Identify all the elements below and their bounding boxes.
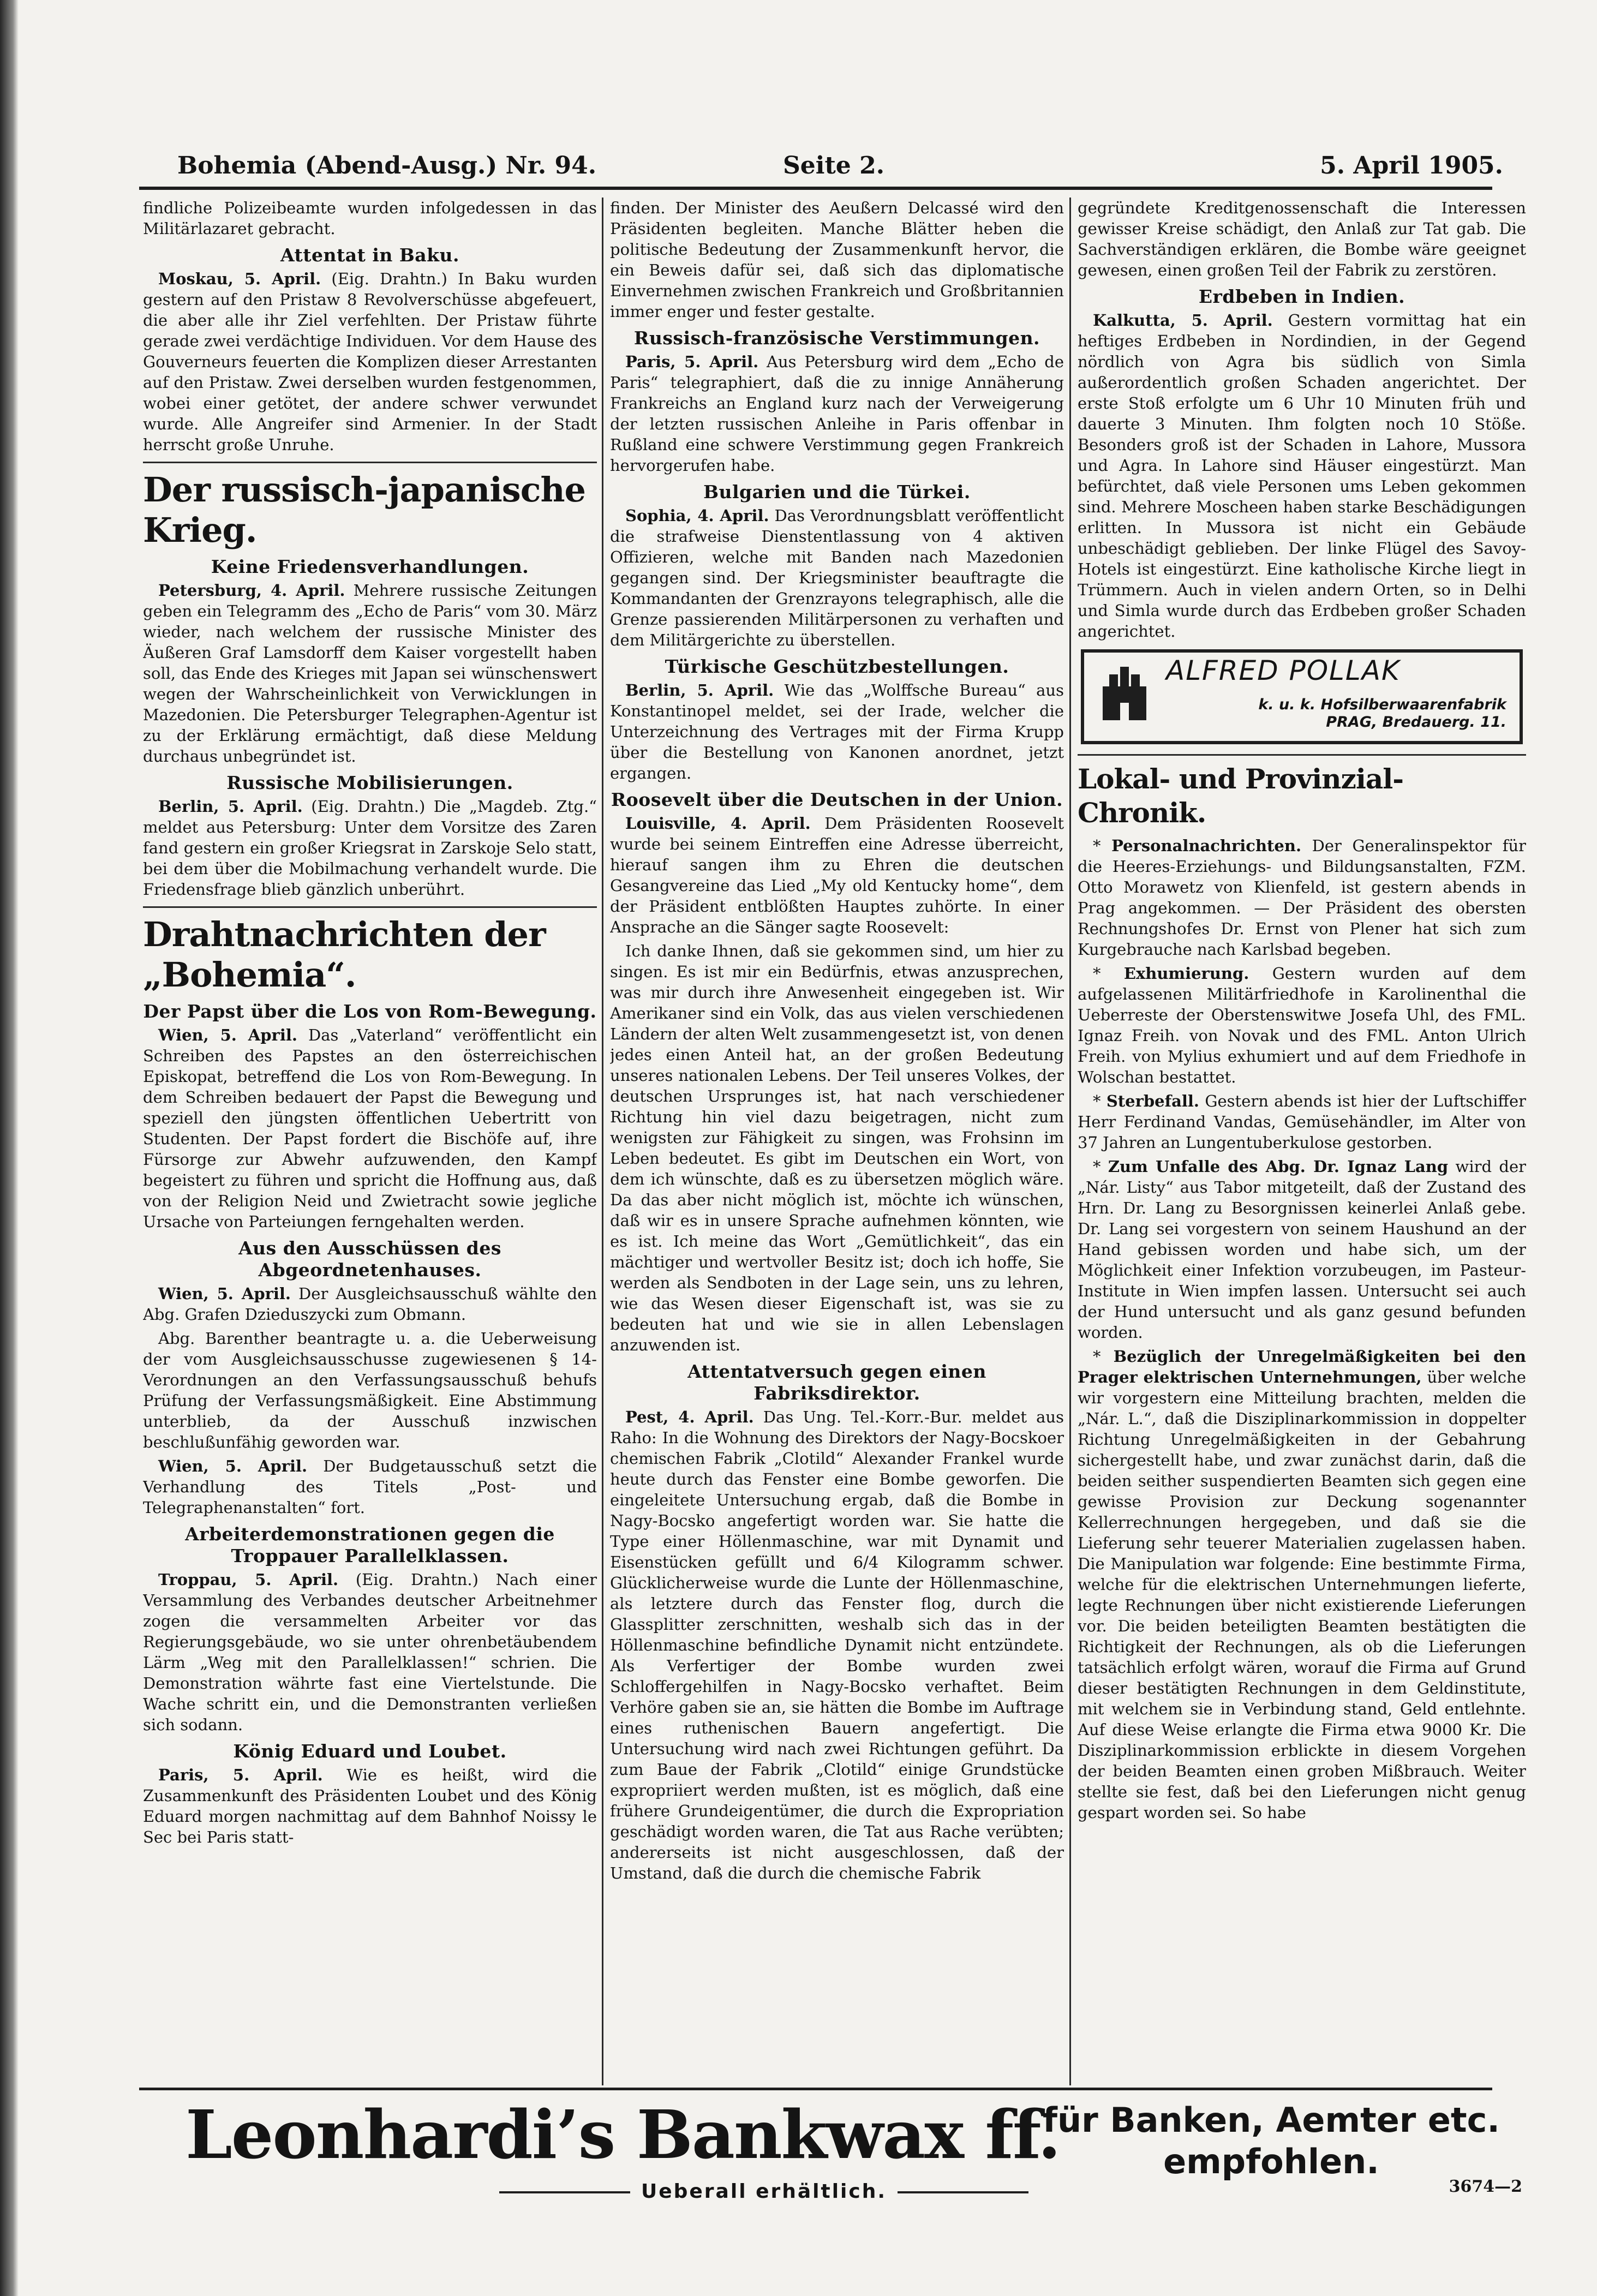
headline-arbeiterdemonstrationen: Arbeiterdemonstrationen gegen die Troppauer Parallelklassen. (185, 1523, 555, 1566)
divider (898, 2191, 1028, 2193)
column-1 (143, 198, 597, 2085)
article-body: Mehrere russische Zeitungen geben ein Telegramm des „Echo de Paris“ vom 30. März wieder, nach welchem der russische Minister des Äußeren Graf Lamsdorff dem Kaiser vorgestellt haben soll, das Ende des Krieges mit Japan sei wünschenswert wegen der Wahrscheinlichkeit von Verwicklungen in Mazedonien. Die Petersburger Telegraphen-Agentur ist zu der Erklärung ermächtigt, daß diese Meldung durchaus unbegründet ist. (143, 581, 597, 766)
article-body: (Eig. Drahtn.) Die „Magdeb. Ztg.“ meldet aus Petersburg: Unter dem Vorsitze des Zaren fand gestern ein großer Kriegsrat in Zarskoje Selo statt, bei dem über die Mobilmachung verhandelt wurde. Die Friedensfrage blieb gänzlich unberührt. (143, 797, 597, 899)
article-tuerkische-geschuetze (610, 680, 1064, 784)
dateline: Louisville, 4. April. (625, 814, 811, 833)
article-body: Gestern abends ist hier der Luftschiffer Herr Ferdinand Vandas, Gemüsehändler, im Alter von 37 Jahren an Lungentuberkulose gestorben. (1078, 1092, 1526, 1152)
dateline: Paris, 5. April. (625, 352, 759, 371)
ad-tagline-text: Ueberall erhältlich. (641, 2180, 887, 2203)
article-body: Gestern wurden auf dem aufgelassenen Militärfriedhofe in Karolinenthal die Ueberreste der Oberstenswitwe Josefa Uhl, des FML. Ignaz Freih. von Novak und des FML. Anton Ulrich Freih. von Mylius exhumiert und auf dem Friedhofe in Wolschan bestattet. (1078, 964, 1526, 1086)
section-title-krieg: Der russisch-japanische Krieg. (143, 470, 585, 550)
dateline: Kalkutta, 5. April. (1093, 311, 1273, 330)
headline-bulgarien: Bulgarien und die Türkei. (703, 481, 971, 503)
article-body: Das „Vaterland“ veröffentlicht ein Schreiben des Papstes an den österreichischen Episkopat, betreffend die Los von Rom-Bewegung. In dem Schreiben bedauert der Papst die Bewegung und speziell den jüngsten öffentlichen Uebertritt von Studenten. Der Papst fordert die Bischöfe auf, ihre Fürsorge zur Abwehr aufzuwenden, den Kampf begeistert zu führen und spricht die Hoffnung aus, daß von der Religion Neid und Zwietracht sowie jegliche Ursache von Parteiungen ferngehalten werden. (143, 1026, 597, 1231)
article-bulgarien (610, 505, 1064, 650)
section-rule (143, 906, 597, 908)
article-exhumierung: * Exhumierung. Gestern wurden auf dem aufgelassenen Militärfriedhofe in Karolinenthal die Ueberreste der Oberstenswitwe Josefa Uhl, des FML. Ignaz Freih. von Novak und des FML. Anton Ulrich Freih. von Mylius exhumiert und auf dem Friedhofe in Wolschan bestattet. (1078, 964, 1526, 1086)
section-rule (143, 462, 597, 463)
divider (499, 2191, 630, 2193)
advertiser-address (1258, 696, 1506, 731)
article-body: über welche wir vorgestern eine Mitteilung brachten, melden die „Nár. L.“, daß die Disziplinarkommission in doppelter Richtung Unregelmäßigkeiten in der Gebahrung sichergestellt habe, und zwar zunächst darin, daß die beiden seither suspendierten Beamten sich gegen eine gewisse Provision zur Deckung sogenannter Kellerrechnungen hergegeben, und daß sie die Lieferung sehr teuerer Materialien zugelassen haben. Die Manipulation war folgende: Eine bestimmte Firma, welche für die elektrischen Unternehmungen lieferte, legte Rechnungen über nicht existierende Lieferungen vor. Die beiden beteiligten Beamten bestätigten die Richtigkeit der Rechnungen, als ob die Lieferungen tatsächlich erfolgt wären, worauf die Firma auf Grund dieser bestätigten Rechnungen in dem Geldinstitute, mit welchem sie in Verbindung stand, Geld entlehnte. Auf diese Weise erlangte die Firma etwa 9000 Kr. Die Disziplinarkommission erblickte in diesem Vorgehen der beiden Beamten einen groben Mißbrauch. Weiter stellte sie fest, daß bei den Lieferungen nicht genug gespart worden sei. So habe (1078, 1368, 1526, 1822)
headline-papst: Der Papst über die Los von Rom-Bewegung. (143, 1001, 597, 1022)
article-unregelmaessigkeiten: * Bezüglich der Unregelmäßigkeiten bei den Prager elektrischen Unternehmungen, über welche wir vorgestern eine Mitteilung brachten, melden die „Nár. L.“, daß die Disziplinarkommission in doppelter Richtung Unregelmäßigkeiten in der Gebahrung sichergestellt habe, und zwar zunächst darin, daß die beiden seither suspendierten Beamten sich gegen eine gewisse Provision zur Deckung sogenannter Kellerrechnungen hergegeben, und daß sie die Lieferung sehr teuerer Materialien zugelassen haben. Die Manipulation war folgende: Eine bestimmte Firma, welche für die elektrischen Unternehmungen lieferte, legte Rechnungen über nicht existierende Lieferungen vor. Die beiden beteiligten Beamten bestätigten die Richtigkeit der Rechnungen, als ob die Lieferungen tatsächlich erfolgt wären, worauf die Firma auf Grund dieser bestätigten Rechnungen in dem Geldinstitute, mit welchem sie in Verbindung stand, Geld entlehnte. Auf diese Weise erlangte die Firma etwa 9000 Kr. Die Disziplinarkommission erblickte in diesem Vorgehen der beiden Beamten einen groben Mißbrauch. Weiter stellte sie fest, daß bei den Lieferungen nicht genug gespart worden sei. So habe (1078, 1347, 1526, 1822)
dateline: Wien, 5. April. (158, 1026, 297, 1044)
advertiser-line-2: PRAG, Bredauerg. 11. (1326, 714, 1506, 731)
article-body: Das Ung. Tel.-Korr.-Bur. meldet aus Raho: In die Wohnung des Direktors der Nagy-Bocskoer chemischen Fabrik „Clotild“ Alexander Frankel wurde heute durch das Fenster eine Bombe geworfen. Die eingeleitete Untersuchung ergab, daß die Bombe in Nagy-Bocsko angefertigt worden war. Sie hatte die Type einer Höllenmaschine, war mit Dynamit und Eisenstücken gefüllt und 6/4 Kilogramm schwer. Glücklicherweise wurde die Lunte der Höllenmaschine, als letztere durch das Fenster flog, durch die Glassplitter zerschnitten, weshalb sich das in der Höllenmaschine befindliche Dynamit nicht entzündete. Als Verfertiger der Bombe wurden zwei Schloffergehilfen in Nagy-Bocsko verhaftet. Beim Verhöre gaben sie an, sie hätten die Bombe im Auftrage eines ruthenischen Bauern angefertigt. Die Untersuchung wird nach zwei Richtungen geführt. Da zum Baue der Fabrik „Clotild“ einige Grundstücke expropriiert werden mußten, ist es möglich, daß eine frühere Grundeigentümer, die durch die Expropriation geschädigt worden waren, die Tat aus Rache verübten; andererseits ist nicht ausgeschlossen, daß der Umstand, daß die durch die chemische Fabrik (610, 1408, 1064, 1882)
article-personal: * Personalnachrichten. Der Generalinspektor für die Heeres-Erziehungs- und Bildungsanstalten, FZM. Otto Morawetz von Klienfeld, ist gestern abends in Prag angekommen. — Der Präsident des obersten Rechnungshofes Dr. Ernst von Plener hat sich zum Kurgebrauche nach Karlsbad begeben. (1078, 836, 1526, 959)
castle-logo-icon (1097, 665, 1152, 725)
dateline: Wien, 5. April. (158, 1284, 291, 1303)
advertisement-pollak (1081, 649, 1523, 744)
ad-tagline (355, 2180, 1173, 2203)
headline-fabriksdirektor: Attentatversuch gegen einen Fabriksdirektor. (687, 1361, 986, 1404)
article-body: Das Verordnungsblatt veröffentlicht die strafweise Dienstentlassung von 4 aktiven Offizieren, welche mit Banden nach Mazedonien gegangen sind. Der Kriegsminister beauftragte die Kommandanten der Grenzrayons telegraphisch, alle die Grenze passierenden Militärpersonen zu verhaften und dem Militärgerichte zu überstellen. (610, 506, 1064, 649)
article-roosevelt-speech: Ich danke Ihnen, daß sie gekommen sind, um hier zu singen. Es ist mir ein Bedürfnis, etwas anzusprechen, was mir durch ihre Anwesenheit eingegeben ist. Wir Amerikaner sind ein Volk, das aus vielen verschiedenen Ländern der alten Welt zusammengesetzt ist, von denen jedes einen Anteil hat, an der großen Bedeutung unseres nationalen Lebens. Der Teil unseres Volkes, der deutschen Ursprunges ist, hat nach verschiedener Richtung hin viel dazu beigetragen, nicht zum wenigsten zur Fähigkeit zu singen, was Frohsinn im Leben bedeutet. Es gibt im Deutschen ein Wort, von dem ich wünschte, daß es zu übersetzen möglich wäre. Da das aber nicht möglich ist, möchte ich wünschen, daß wir es in unsere Sprache aufnehmen könnten, wie es ist. Ich meine das Wort „Gemütlichkeit“, das ein mächtiger und wertvoller Besitz ist; doch ich hoffe, Sie werden als Sendboten in der Lage sein, uns zu lehren, wie das Wesen dieser Eigenschaft ist, was sie zu bedeuten hat und wie sie in allen Lebenslagen anzuwenden ist. (610, 942, 1064, 1354)
article-body: Dem Präsidenten Roosevelt wurde bei seinem Eintreffen eine Adresse überreicht, hierauf sangen ihm zu Ehren die deutschen Gesangvereine das Lied „My old Kentucky home“, dem der Präsident entblößten Hauptes zuhörte. In einer Ansprache an die Sänger sagte Roosevelt: (610, 814, 1064, 936)
item-head: Personalnachrichten. (1111, 836, 1302, 855)
article-body: Aus Petersburg wird dem „Echo de Paris“ telegraphiert, daß die zu innige Annäherung Frankreichs an England kurz nach der Verweigerung der letzten russischen Anleihe in Paris offenbar in Rußland eine schwere Verstimmung gegen Frankreich hervorgerufen habe. (610, 352, 1064, 475)
article-frieden (143, 580, 597, 767)
advertisement-bankwax (147, 2095, 1522, 2203)
page-header (139, 146, 1503, 184)
dateline: Paris, 5. April. (158, 1766, 323, 1784)
ad-brand: Leonhardi’s Bankwax ff. (186, 2095, 1060, 2174)
footer-rule (139, 2088, 1492, 2090)
article-mobilisierungen (143, 796, 597, 900)
article-roosevelt (610, 813, 1064, 937)
article-continuation: finden. Der Minister des Aeußern Delcassé wird den Präsidenten begleiten. Manche Blätter heben die politische Bedeutung der Zusammenkunft hervor, die ein Beweis dafür sei, daß sich das diplomatische Einvernehmen zwischen Frankreich und Großbritannien immer enger und fester gestalte. (610, 199, 1064, 321)
dateline: Troppau, 5. April. (158, 1570, 339, 1589)
header-masthead: Bohemia (Abend-Ausg.) Nr. 94. (177, 152, 597, 180)
article-body: Der Generalinspektor für die Heeres-Erziehungs- und Bildungsanstalten, FZM. Otto Morawetz von Klienfeld, ist gestern abends in Prag angekommen. — Der Präsident des obersten Rechnungshofes Dr. Ernst von Plener hat sich zum Kurgebrauche nach Karlsbad begeben. (1078, 836, 1526, 959)
section-rule (1078, 754, 1526, 756)
item-head: Zum Unfalle des Abg. Dr. Ignaz Lang (1108, 1157, 1449, 1176)
scan-edge (0, 0, 19, 2296)
header-rule (139, 187, 1492, 190)
article-sterbefall: * Sterbefall. Gestern abends ist hier der Luftschiffer Herr Ferdinand Vandas, Gemüsehändler, im Alter von 37 Jahren an Lungentuberkulose gestorben. (1078, 1092, 1526, 1152)
dateline: Berlin, 5. April. (625, 681, 774, 699)
article-body: wird der „Nár. Listy“ aus Tabor mitgeteilt, daß der Zustand des Hrn. Dr. Lang zu Besorgnissen keinerlei Anlaß gebe. Dr. Lang sei vorgestern von seinem Haushund an der Hand gebissen worden und habe sich, um der Möglichkeit einer Infektion vorzubeugen, im Pasteur-Institute in Wien impfen lassen. Untersucht sei auch der Hund untersucht und als ganz gesund befunden worden. (1078, 1157, 1526, 1342)
article-body: Gestern vormittag hat ein heftiges Erdbeben in Nordindien, in der Gegend nördlich von Agra bis südlich von Simla außerordentlich großen Schaden angerichtet. Der erste Stoß erfolgte um 6 Uhr 10 Minuten früh und dauerte 3 Minuten. Ihm folgten noch 10 Stöße. Besonders groß ist der Schaden in Lahore, Mussora und Agra. In Lahore sind Häuser eingestürzt. Man befürchtet, daß viele Personen ums Leben gekommen sind. Mehrere Moscheen haben starke Beschädigungen erlitten. In Mussora ist nicht ein Gebäude unbeschädigt geblieben. Der linke Flügel des Savoy-Hotels ist eingestürzt. Eine katholische Kirche liegt in Trümmern. Auch in vielen andern Orten, so in Delhi und Simla wurde durch das Erdbeben großer Schaden angerichtet. (1078, 311, 1526, 641)
advertiser-name: ALFRED POLLAK (1166, 655, 1401, 686)
article-fabriksdirektor (610, 1407, 1064, 1884)
ad-code: 3674—2 (1449, 2177, 1522, 2196)
article-ausschuss-2: Abg. Barenther beantragte u. a. die Ueberweisung der vom Ausgleichsausschusse zugewiesenen § 14-Verordnungen an den Verfassungsausschuß behufs Prüfung der Verfassungsmäßigkeit. Eine Abstimmung unterblieb, da der Ausschuß inzwischen beschlußunfähig geworden war. (143, 1329, 597, 1451)
article-attentat-baku (143, 268, 597, 455)
article-body: (Eig. Drahtn.) Nach einer Versammlung des Verbandes deutscher Arbeitnehmer zogen die versammelten Arbeiter vor das Regierungsgebäude, wo sie unter ohrenbetäubendem Lärm „Weg mit den Parallelklassen!“ schrien. Die Demonstration währte fast eine Viertelstunde. Die Wache schritt ein, und die Demonstranten verließen sich sodann. (143, 1570, 597, 1734)
dateline: Wien, 5. April. (158, 1457, 308, 1475)
headline-mobilisierungen: Russische Mobilisierungen. (226, 772, 513, 793)
section-title-lokal: Lokal- und Provinzial-Chronik. (1078, 763, 1403, 829)
section-title-drahtnachrichten: Drahtnachrichten der „Bohemia“. (143, 914, 546, 995)
headline-attentat-baku: Attentat in Baku. (280, 244, 459, 266)
ad-side-line-1: für Banken, Aemter etc. (1043, 2100, 1500, 2140)
headline-ausschuesse: Aus den Ausschüssen des Abgeordnetenhauses. (238, 1237, 501, 1281)
item-head: Sterbefall. (1106, 1092, 1200, 1110)
headline-koenig-eduard: König Eduard und Loubet. (233, 1741, 507, 1762)
header-date: 5. April 1905. (1320, 152, 1503, 180)
article-papst (143, 1025, 597, 1232)
headline-russisch-franzoesisch: Russisch-französische Verstimmungen. (633, 327, 1040, 349)
item-head: Bezüglich der Unregelmäßigkeiten bei den Prager elektrischen Unternehmungen, (1078, 1347, 1526, 1386)
article-dr-lang: * Zum Unfalle des Abg. Dr. Ignaz Lang wird der „Nár. Listy“ aus Tabor mitgeteilt, daß der Zustand des Hrn. Dr. Lang zu Besorgnissen keinerlei Anlaß gebe. Dr. Lang sei vorgestern von seinem Haushund an der Hand gebissen worden und habe sich, um der Möglichkeit einer Infektion vorzubeugen, im Pasteur-Institute in Wien impfen lassen. Untersucht sei auch der Hund untersucht und als ganz gesund befunden worden. (1078, 1157, 1526, 1342)
article-russisch-franzoesisch (610, 351, 1064, 476)
ad-side-text (1031, 2100, 1511, 2183)
article-body: Wie das „Wolffsche Bureau“ aus Konstantinopel meldet, sei der Irade, welcher die Unterzeichnung des Vertrages mit der Firma Krupp über die Bestellung von Kanonen anordnet, jetzt ergangen. (610, 681, 1064, 782)
article-continuation: findliche Polizeibeamte wurden infolgedessen in das Militärlazaret gebracht. (143, 199, 597, 238)
article-continuation: gegründete Kreditgenossenschaft die Interessen gewisser Kreise schädigt, den Anlaß zur Tat gab. Die Sachverständigen erklären, die Bombe wäre geeignet gewesen, einen großen Teil der Fabrik zu zerstören. (1078, 199, 1526, 279)
article-erdbeben (1078, 310, 1526, 642)
column-3 (1078, 198, 1526, 2085)
ad-side-line-2: empfohlen. (1163, 2142, 1379, 2181)
column-rule (602, 198, 603, 2085)
article-body: Der Budgetausschuß setzt die Verhandlung des Titels „Post- und Telegraphenanstalten“ fort. (143, 1457, 597, 1517)
dateline: Sophia, 4. April. (625, 506, 769, 525)
headline-tuerkische-geschuetze: Türkische Geschützbestellungen. (665, 656, 1009, 677)
headline-erdbeben: Erdbeben in Indien. (1198, 286, 1405, 307)
dateline: Moskau, 5. April. (158, 270, 321, 288)
header-page-number: Seite 2. (783, 152, 885, 180)
article-koenig-eduard (143, 1765, 597, 1847)
dateline: Berlin, 5. April. (158, 797, 303, 816)
dateline: Pest, 4. April. (625, 1408, 754, 1426)
dateline: Petersburg, 4. April. (158, 581, 345, 600)
advertiser-line-1: k. u. k. Hofsilberwaarenfabrik (1258, 696, 1506, 713)
column-rule (1069, 198, 1071, 2085)
headline-frieden: Keine Friedensverhandlungen. (211, 556, 529, 577)
article-arbeiterdemonstrationen (143, 1569, 597, 1735)
article-ausschuss-1 (143, 1283, 597, 1325)
column-2 (610, 198, 1064, 2085)
item-head: Exhumierung. (1123, 964, 1249, 983)
article-body: Wie es heißt, wird die Zusammenkunft des Präsidenten Loubet und des König Eduard morgen nachmittag auf dem Bahnhof Noissy le Sec bei Paris statt- (143, 1766, 597, 1846)
article-body: Der Ausgleichsausschuß wählte den Abg. Grafen Dzieduszycki zum Obmann. (143, 1284, 597, 1324)
headline-roosevelt: Roosevelt über die Deutschen in der Union. (611, 789, 1063, 810)
article-ausschuss-3 (143, 1456, 597, 1518)
article-body: (Eig. Drahtn.) In Baku wurden gestern auf den Pristaw 8 Revolverschüsse abgefeuert, die aber alle ihr Ziel verfehlten. Der Pristaw führte gerade zwei verdächtige Individuen. Vor dem Hause des Gouverneurs feuerten die Komplizen dieser Arrestanten auf den Pristaw. Zwei derselben wurden festgenommen, wobei einer getötet, der andere schwer verwundet wurde. Alle Angreifer sind Armenier. In der Stadt herrscht große Unruhe. (143, 270, 597, 454)
